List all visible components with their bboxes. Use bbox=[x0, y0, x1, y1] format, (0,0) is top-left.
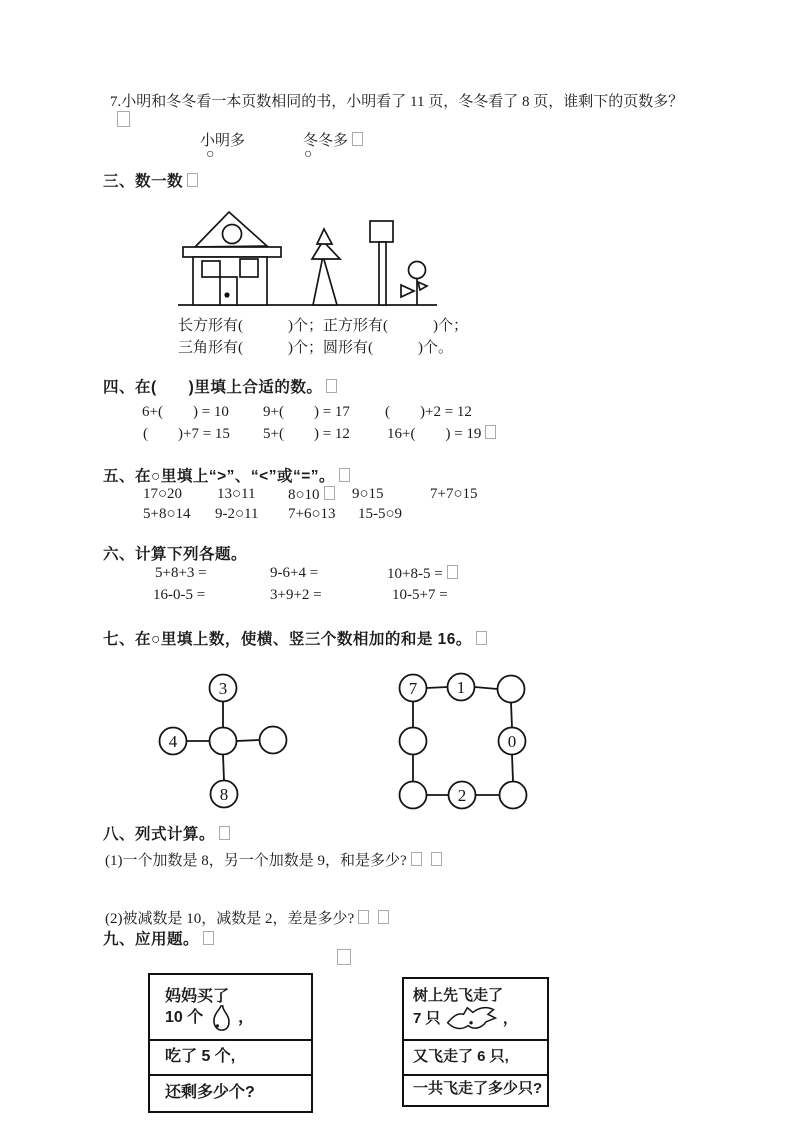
count-line-rect-square: 长方形有( )个；正方形有( )个； bbox=[178, 318, 468, 334]
word-problem-1 bbox=[105, 849, 442, 870]
compare-item: 9○15 bbox=[352, 486, 384, 502]
circle-value: 0 bbox=[507, 732, 517, 751]
circle-value: 7 bbox=[408, 679, 418, 698]
section-8-heading-text: 八、列式计算。 bbox=[103, 826, 216, 843]
calc-item bbox=[387, 565, 458, 583]
count-line-triangle-circle: 三角形有( )个；圆形有( )个。 bbox=[178, 340, 453, 356]
section-7-heading-text: 七、在○里填上数，使横、竖三个数相加的和是 16。 bbox=[103, 631, 472, 648]
placeholder-box bbox=[339, 468, 350, 482]
fill-equation: 9+( ) = 17 bbox=[263, 404, 350, 420]
box-row bbox=[404, 1074, 547, 1103]
box-line-text: 7 只 bbox=[413, 1009, 441, 1027]
compare-item: 13○11 bbox=[217, 486, 256, 502]
number-circle bbox=[400, 728, 427, 755]
calc-item: 9-6+4 = bbox=[270, 565, 319, 581]
cross-number-diagram bbox=[150, 664, 300, 824]
number-circle bbox=[210, 728, 237, 755]
calc-item: 16-0-5 = bbox=[153, 587, 206, 603]
box-line bbox=[165, 1003, 254, 1033]
compare-item-text: 8○10 bbox=[288, 487, 320, 503]
number-circle bbox=[400, 782, 427, 809]
calc-item: 3+9+2 = bbox=[270, 587, 322, 603]
fill-equation: ( )+7 = 15 bbox=[143, 426, 230, 442]
square-number-diagram bbox=[390, 664, 540, 824]
compare-item: 15-5○9 bbox=[358, 506, 403, 522]
compare-item: 5+8○14 bbox=[143, 506, 191, 522]
pear-icon bbox=[208, 1003, 234, 1033]
placeholder-box bbox=[411, 852, 422, 866]
shapes-drawing bbox=[175, 199, 440, 311]
placeholder-box bbox=[447, 565, 458, 579]
number-circle bbox=[500, 782, 527, 809]
placeholder-box bbox=[378, 910, 389, 924]
circle-value: 3 bbox=[218, 679, 228, 698]
calc-item: 10-5+7 = bbox=[392, 587, 448, 603]
section-3-heading bbox=[103, 169, 198, 191]
fill-equation-text: 16+( ) = 19 bbox=[387, 426, 482, 442]
compare-item: 9-2○11 bbox=[215, 506, 259, 522]
placeholder-box bbox=[326, 379, 337, 393]
box-line: 吃了 5 个, bbox=[165, 1048, 236, 1065]
section-7-heading bbox=[103, 627, 487, 649]
box-row bbox=[404, 979, 547, 1039]
calc-item-text: 10+8-5 = bbox=[387, 566, 443, 582]
section-3-heading-text: 三、数一数 bbox=[103, 173, 184, 190]
fill-equation: 5+( ) = 12 bbox=[263, 426, 350, 442]
section-5-heading bbox=[103, 464, 350, 486]
compare-item: 17○20 bbox=[143, 486, 183, 502]
flower-figure-drawing bbox=[401, 262, 427, 306]
question-7-text: 7.小明和冬冬看一本页数相同的书，小明看了 11 页，冬冬看了 8 页，谁剩下的页数多？ bbox=[110, 94, 684, 110]
box-line bbox=[413, 1004, 518, 1034]
section-9-heading bbox=[103, 927, 214, 949]
section-4-heading-text: 四、在( )里填上合适的数。 bbox=[103, 379, 323, 396]
answer-bubble: ○ bbox=[304, 147, 313, 162]
box-line-text: 10 个 bbox=[165, 1009, 204, 1027]
placeholder-box bbox=[187, 173, 198, 187]
signpost-drawing bbox=[370, 221, 393, 305]
number-circle bbox=[498, 676, 525, 703]
fill-equation: ( )+2 = 12 bbox=[385, 404, 472, 420]
placeholder-box bbox=[219, 826, 230, 840]
placeholder-box bbox=[324, 486, 335, 500]
compare-item: 7+6○13 bbox=[288, 506, 336, 522]
section-4-heading bbox=[103, 375, 337, 397]
section-5-heading-text: 五、在○里填上“>”、“<”或“=”。 bbox=[103, 468, 336, 485]
box-line: 妈妈买了 bbox=[165, 988, 230, 1005]
placeholder-box bbox=[485, 425, 496, 439]
box-row bbox=[150, 1039, 311, 1074]
house-drawing bbox=[183, 212, 281, 305]
box-line: 树上先飞走了 bbox=[413, 987, 504, 1004]
box-row bbox=[150, 1074, 311, 1111]
box-line-text: ， bbox=[238, 1009, 255, 1027]
placeholder-box bbox=[352, 132, 363, 146]
circle-value: 8 bbox=[219, 785, 229, 804]
placeholder-box bbox=[203, 931, 214, 945]
option-label-text: 冬冬多 bbox=[303, 133, 349, 149]
section-9-heading-text: 九、应用题。 bbox=[103, 931, 200, 948]
pears-problem-box bbox=[148, 973, 313, 1113]
birds-problem-box bbox=[402, 977, 549, 1107]
pine-tree-drawing bbox=[312, 229, 340, 305]
fill-equation bbox=[387, 422, 496, 443]
answer-bubble: ○ bbox=[206, 147, 215, 162]
box-line: 还剩多少个? bbox=[165, 1084, 255, 1101]
placeholder-box bbox=[431, 852, 442, 866]
placeholder-box bbox=[358, 910, 369, 924]
fill-equation: 6+( ) = 10 bbox=[142, 404, 229, 420]
word-problem-2-text: (2)被减数是 10，减数是 2，差是多少? bbox=[105, 911, 355, 927]
section-6-heading: 六、计算下列各题。 bbox=[103, 546, 248, 563]
placeholder-box bbox=[337, 949, 351, 965]
compare-item: 7+7○15 bbox=[430, 486, 478, 502]
box-row bbox=[150, 975, 311, 1039]
section-8-heading bbox=[103, 822, 230, 844]
circle-value: 2 bbox=[457, 786, 467, 805]
box-line: 一共飞走了多少只? bbox=[413, 1080, 543, 1097]
circle-value: 1 bbox=[456, 678, 466, 697]
circle-value: 4 bbox=[168, 732, 178, 751]
bird-icon bbox=[445, 1004, 499, 1034]
number-circle bbox=[260, 727, 287, 754]
calc-item: 5+8+3 = bbox=[155, 565, 207, 581]
box-line-text: ， bbox=[502, 1009, 518, 1027]
option-label-xiaoming: 小明多 bbox=[200, 133, 246, 149]
compare-item bbox=[288, 486, 335, 504]
box-row bbox=[404, 1039, 547, 1074]
placeholder-box bbox=[117, 111, 130, 127]
placeholder-box bbox=[476, 631, 487, 645]
word-problem-2 bbox=[105, 907, 389, 928]
word-problem-1-text: (1)一个加数是 8，另一个加数是 9，和是多少? bbox=[105, 853, 407, 869]
box-line: 又飞走了 6 只, bbox=[413, 1048, 509, 1065]
